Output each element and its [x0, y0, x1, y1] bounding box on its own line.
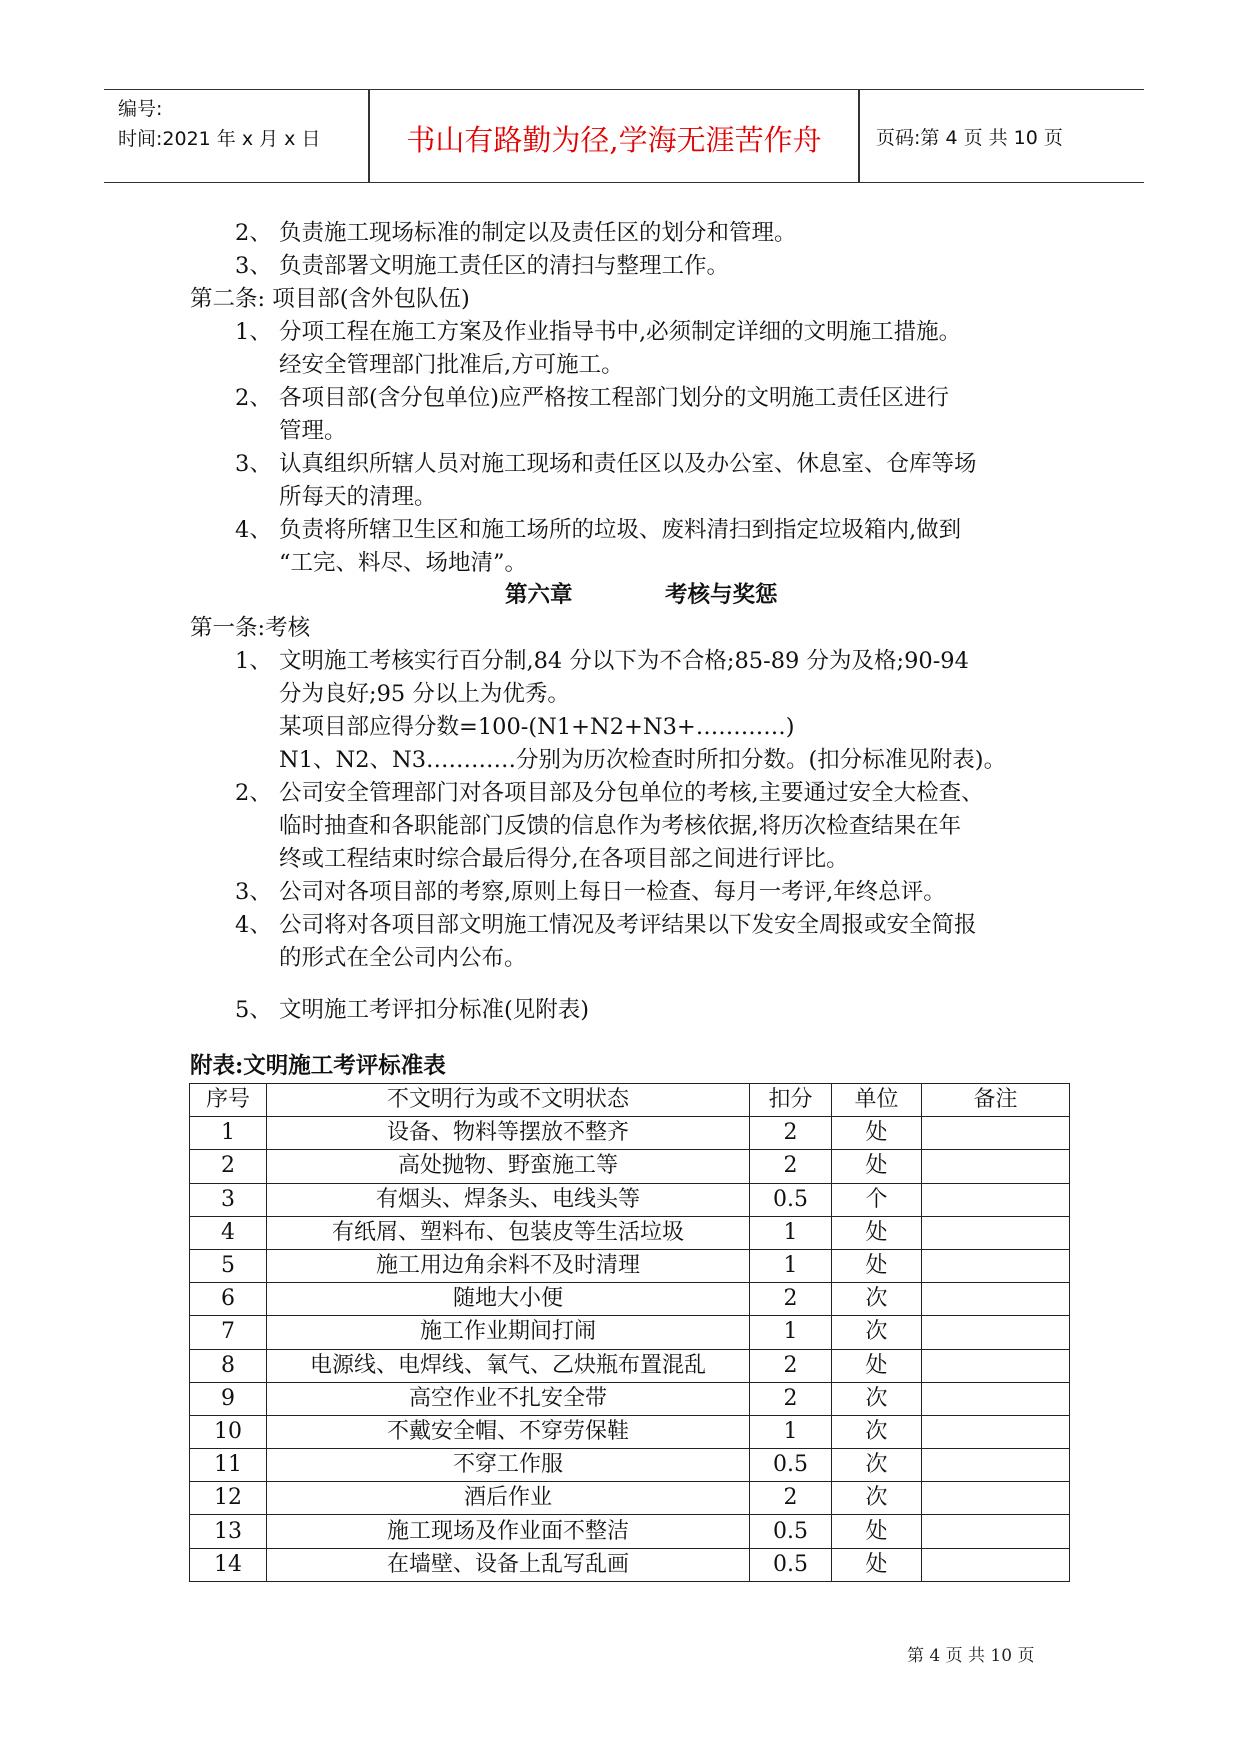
- table-cell: 12: [190, 1482, 267, 1515]
- table-cell: 0.5: [750, 1515, 832, 1548]
- table-cell: 随地大小便: [267, 1283, 750, 1316]
- table-cell: [922, 1249, 1070, 1282]
- table-row: [190, 1117, 1070, 1150]
- table-cell: 0.5: [750, 1449, 832, 1482]
- table-cell: 4: [190, 1216, 267, 1249]
- table-cell: 酒后作业: [267, 1482, 750, 1515]
- formula-line: 某项目部应得分数=100-(N1+N2+N3+…………): [279, 714, 795, 740]
- body-line: 5、 文明施工考评扣分标准(见附表): [235, 997, 590, 1023]
- table-cell: 高空作业不扎安全带: [267, 1382, 750, 1415]
- table-cell: 施工用边角余料不及时清理: [267, 1249, 750, 1282]
- table-cell: 设备、物料等摆放不整齐: [267, 1117, 750, 1150]
- table-cell: 1: [750, 1316, 832, 1349]
- table-cell: 2: [750, 1349, 832, 1382]
- table-cell: 10: [190, 1415, 267, 1448]
- table-cell: 8: [190, 1349, 267, 1382]
- body-line: 2、 公司安全管理部门对各项目部及分包单位的考核,主要通过安全大检查、: [235, 780, 984, 806]
- body-line: “工完、料尽、场地清”。: [279, 550, 528, 576]
- body-line: 管理。: [279, 418, 347, 444]
- table-row: [190, 1382, 1070, 1415]
- table-cell: 次: [832, 1283, 922, 1316]
- table-cell: 处: [832, 1515, 922, 1548]
- body-line: N1、N2、N3…………分别为历次检查时所扣分数。(扣分标准见附表)。: [279, 747, 1007, 773]
- table-cell: 11: [190, 1449, 267, 1482]
- table-cell: 0.5: [750, 1183, 832, 1216]
- table-cell: 处: [832, 1216, 922, 1249]
- table-cell: 电源线、电焊线、氧气、乙炔瓶布置混乱: [267, 1349, 750, 1382]
- table-cell: 处: [832, 1150, 922, 1183]
- body-line: 2、 负责施工现场标准的制定以及责任区的划分和管理。: [235, 220, 797, 246]
- table-cell: 施工现场及作业面不整洁: [267, 1515, 750, 1548]
- body-line: 所每天的清理。: [279, 484, 437, 510]
- body-line: 的形式在全公司内公布。: [279, 945, 527, 971]
- table-cell: 2: [190, 1150, 267, 1183]
- page-footer: 第 4 页 共 10 页: [907, 1646, 1035, 1666]
- table-cell: 次: [832, 1316, 922, 1349]
- table-cell: 1: [750, 1216, 832, 1249]
- table-cell: 处: [832, 1249, 922, 1282]
- table-cell: 1: [750, 1415, 832, 1448]
- table-cell: [922, 1515, 1070, 1548]
- table-cell: 次: [832, 1415, 922, 1448]
- table-cell: [922, 1117, 1070, 1150]
- header-cell: 备注: [922, 1084, 1070, 1117]
- table-cell: [922, 1283, 1070, 1316]
- table-cell: 14: [190, 1548, 267, 1581]
- body-line: 2、 各项目部(含分包单位)应严格按工程部门划分的文明施工责任区进行: [235, 385, 950, 411]
- body-line: 4、 公司将对各项目部文明施工情况及考评结果以下发安全周报或安全简报: [235, 912, 977, 938]
- table-row: [190, 1548, 1070, 1581]
- table-row: [190, 1349, 1070, 1382]
- body-line: 3、 认真组织所辖人员对施工现场和责任区以及办公室、休息室、仓库等场: [235, 451, 977, 477]
- table-cell: [922, 1183, 1070, 1216]
- document-number: 编号:: [118, 98, 163, 120]
- table-cell: 有烟头、焊条头、电线头等: [267, 1183, 750, 1216]
- table-cell: 9: [190, 1382, 267, 1415]
- body-line: 临时抽查和各职能部门反馈的信息作为考核依据,将历次检查结果在年: [279, 813, 962, 839]
- table-title: 附表:文明施工考评标准表: [190, 1053, 446, 1079]
- table-row: [190, 1283, 1070, 1316]
- header-motto: 书山有路勤为径,学海无涯苦作舟: [406, 123, 822, 157]
- table-cell: 13: [190, 1515, 267, 1548]
- table-cell: 5: [190, 1249, 267, 1282]
- table-cell: 不穿工作服: [267, 1449, 750, 1482]
- table-cell: [922, 1449, 1070, 1482]
- table-cell: [922, 1349, 1070, 1382]
- table-cell: 施工作业期间打闹: [267, 1316, 750, 1349]
- table-row: [190, 1249, 1070, 1282]
- chapter-number: 第六章: [505, 582, 573, 608]
- table-cell: 次: [832, 1449, 922, 1482]
- table-cell: 高处抛物、野蛮施工等: [267, 1150, 750, 1183]
- table-cell: 处: [832, 1548, 922, 1581]
- table-cell: [922, 1316, 1070, 1349]
- table-cell: 3: [190, 1183, 267, 1216]
- table-cell: 次: [832, 1382, 922, 1415]
- table-cell: [922, 1216, 1070, 1249]
- table-header-row: [190, 1084, 1070, 1117]
- table-cell: 2: [750, 1382, 832, 1415]
- body-line: 分为良好;95 分以上为优秀。: [279, 681, 570, 707]
- chapter-title: 考核与奖惩: [665, 582, 778, 608]
- table-row: [190, 1415, 1070, 1448]
- table-row: [190, 1316, 1070, 1349]
- table-cell: [922, 1415, 1070, 1448]
- body-line: 4、 负责将所辖卫生区和施工场所的垃圾、废料清扫到指定垃圾箱内,做到: [235, 517, 962, 543]
- table-cell: 在墙壁、设备上乱写乱画: [267, 1548, 750, 1581]
- section-heading: 第一条:考核: [190, 615, 311, 641]
- header-cell: 扣分: [750, 1084, 832, 1117]
- table-cell: 2: [750, 1150, 832, 1183]
- table-cell: 个: [832, 1183, 922, 1216]
- header-meta: [118, 94, 320, 154]
- table-cell: 1: [750, 1249, 832, 1282]
- table-cell: [922, 1482, 1070, 1515]
- body-line: 3、 公司对各项目部的考察,原则上每日一检查、每月一考评,年终总评。: [235, 879, 946, 905]
- table-cell: 2: [750, 1482, 832, 1515]
- table-cell: 处: [832, 1117, 922, 1150]
- header-cell: 单位: [832, 1084, 922, 1117]
- table-cell: 处: [832, 1349, 922, 1382]
- page-header: [104, 89, 1144, 183]
- table-cell: 1: [190, 1117, 267, 1150]
- table-cell: [922, 1548, 1070, 1581]
- body-line: 经安全管理部门批准后,方可施工。: [279, 352, 624, 378]
- table-row: [190, 1515, 1070, 1548]
- table-cell: 7: [190, 1316, 267, 1349]
- table-row: [190, 1449, 1070, 1482]
- body-line: 1、 文明施工考核实行百分制,84 分以下为不合格;85-89 分为及格;90-94: [235, 648, 969, 674]
- table-row: [190, 1183, 1070, 1216]
- table-cell: 2: [750, 1283, 832, 1316]
- header-divider: [858, 90, 860, 182]
- table-cell: 2: [750, 1117, 832, 1150]
- table-cell: 次: [832, 1482, 922, 1515]
- table-cell: 0.5: [750, 1548, 832, 1581]
- table-cell: 有纸屑、塑料布、包装皮等生活垃圾: [267, 1216, 750, 1249]
- section-heading: 第二条: 项目部(含外包队伍): [190, 286, 470, 312]
- body-line: 3、 负责部署文明施工责任区的清扫与整理工作。: [235, 253, 729, 279]
- header-cell: 序号: [190, 1084, 267, 1117]
- table-cell: [922, 1382, 1070, 1415]
- table-row: [190, 1150, 1070, 1183]
- table-row: [190, 1216, 1070, 1249]
- scoring-table: [189, 1083, 1070, 1582]
- table-cell: 不戴安全帽、不穿劳保鞋: [267, 1415, 750, 1448]
- body-line: 终或工程结束时综合最后得分,在各项目部之间进行评比。: [279, 846, 849, 872]
- table-cell: 6: [190, 1283, 267, 1316]
- table-row: [190, 1482, 1070, 1515]
- table-cell: [922, 1150, 1070, 1183]
- header-page-number: 页码:第 4 页 共 10 页: [876, 127, 1063, 149]
- header-cell: 不文明行为或不文明状态: [267, 1084, 750, 1117]
- document-date: 时间:2021 年 x 月 x 日: [118, 128, 321, 150]
- body-line: 1、 分项工程在施工方案及作业指导书中,必须制定详细的文明施工措施。: [235, 319, 962, 345]
